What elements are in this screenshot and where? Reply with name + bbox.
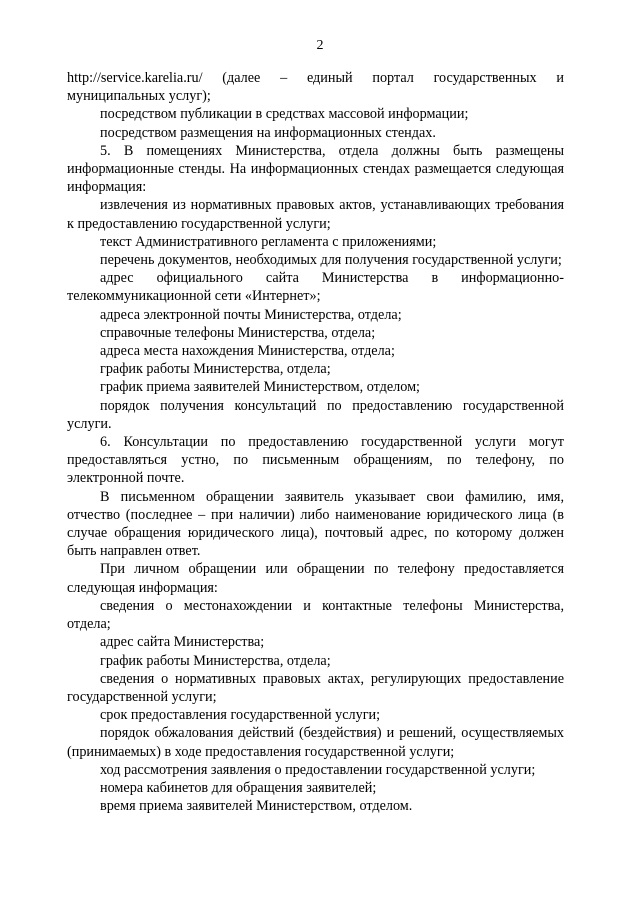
paragraph-location-contacts: сведения о местонахождении и контактные телефоны Министерства, отдела; — [67, 597, 564, 633]
paragraph-work-schedule-2: график работы Министерства, отдела; — [100, 652, 331, 669]
paragraph-item-6: 6. Консультации по предоставлению государственной услуги могут предоставляться устно, по письменным обращениям, по телефону, по электронной почте. — [67, 434, 564, 487]
paragraph-documents-list: перечень документов, необходимых для получения государственной услуги; — [100, 252, 562, 269]
paragraph-service-term: срок предоставления государственной услуги; — [100, 707, 381, 724]
paragraph-work-schedule: график работы Министерства, отдела; — [100, 361, 331, 378]
paragraph-site-address: адрес сайта Министерства; — [100, 634, 265, 651]
paragraph-legal-acts: сведения о нормативных правовых актах, регулирующих предоставление государственной услуги; — [67, 670, 564, 705]
paragraph-email-addresses: адреса электронной почты Министерства, отдела; — [100, 306, 402, 323]
paragraph-reception-time: время приема заявителей Министерством, отделом. — [100, 798, 413, 815]
page-number: 2 — [316, 38, 324, 53]
document-body — [67, 69, 564, 815]
paragraph-media-publication: посредством публикации в средствах массовой информации; — [100, 106, 469, 123]
paragraph-appeal-order: порядок обжалования действий (бездействия) и решений, осуществляемых (принимаемых) в ходе предоставления государственной услуги; — [67, 725, 564, 760]
paragraph-office-numbers: номера кабинетов для обращения заявителей; — [100, 779, 377, 796]
paragraph-consultation-order: порядок получения консультаций по предоставлению государственной услуги. — [67, 397, 564, 432]
paragraph-reception-schedule: график приема заявителей Министерством, отделом; — [100, 379, 421, 396]
paragraph-personal-request: При личном обращении или обращении по телефону предоставляется следующая информация: — [67, 561, 564, 596]
paragraph-locations: адреса места нахождения Министерства, отдела; — [100, 343, 395, 360]
paragraph-phones: справочные телефоны Министерства, отдела; — [100, 324, 376, 341]
paragraph-application-progress: ход рассмотрения заявления о предоставлении государственной услуги; — [100, 761, 536, 778]
paragraph-legal-extracts: извлечения из нормативных правовых актов, устанавливающих требования к предоставлению государственной услуги; — [67, 197, 564, 232]
paragraph-item-5: 5. В помещениях Министерства, отдела должны быть размещены информационные стенды. На информационных стендах размещается следующая информация: — [67, 142, 564, 196]
paragraph-portal-link: http://service.karelia.ru/ (далее – единый портал государственных и муниципальных услуг); — [67, 70, 564, 105]
paragraph-written-request: В письменном обращении заявитель указывает свои фамилию, имя, отчество (последнее – при наличии) либо наименование юридического лица (в случае обращения юридического лица), почтовый адрес, по которому должен быть направлен ответ. — [67, 488, 564, 560]
paragraph-regulation-text: текст Административного регламента с приложениями; — [100, 233, 437, 250]
paragraph-info-stands: посредством размещения на информационных стендах. — [100, 124, 436, 141]
paragraph-official-site: адрес официального сайта Министерства в информационно-телекоммуникационной сети «Интернет»; — [67, 270, 564, 305]
